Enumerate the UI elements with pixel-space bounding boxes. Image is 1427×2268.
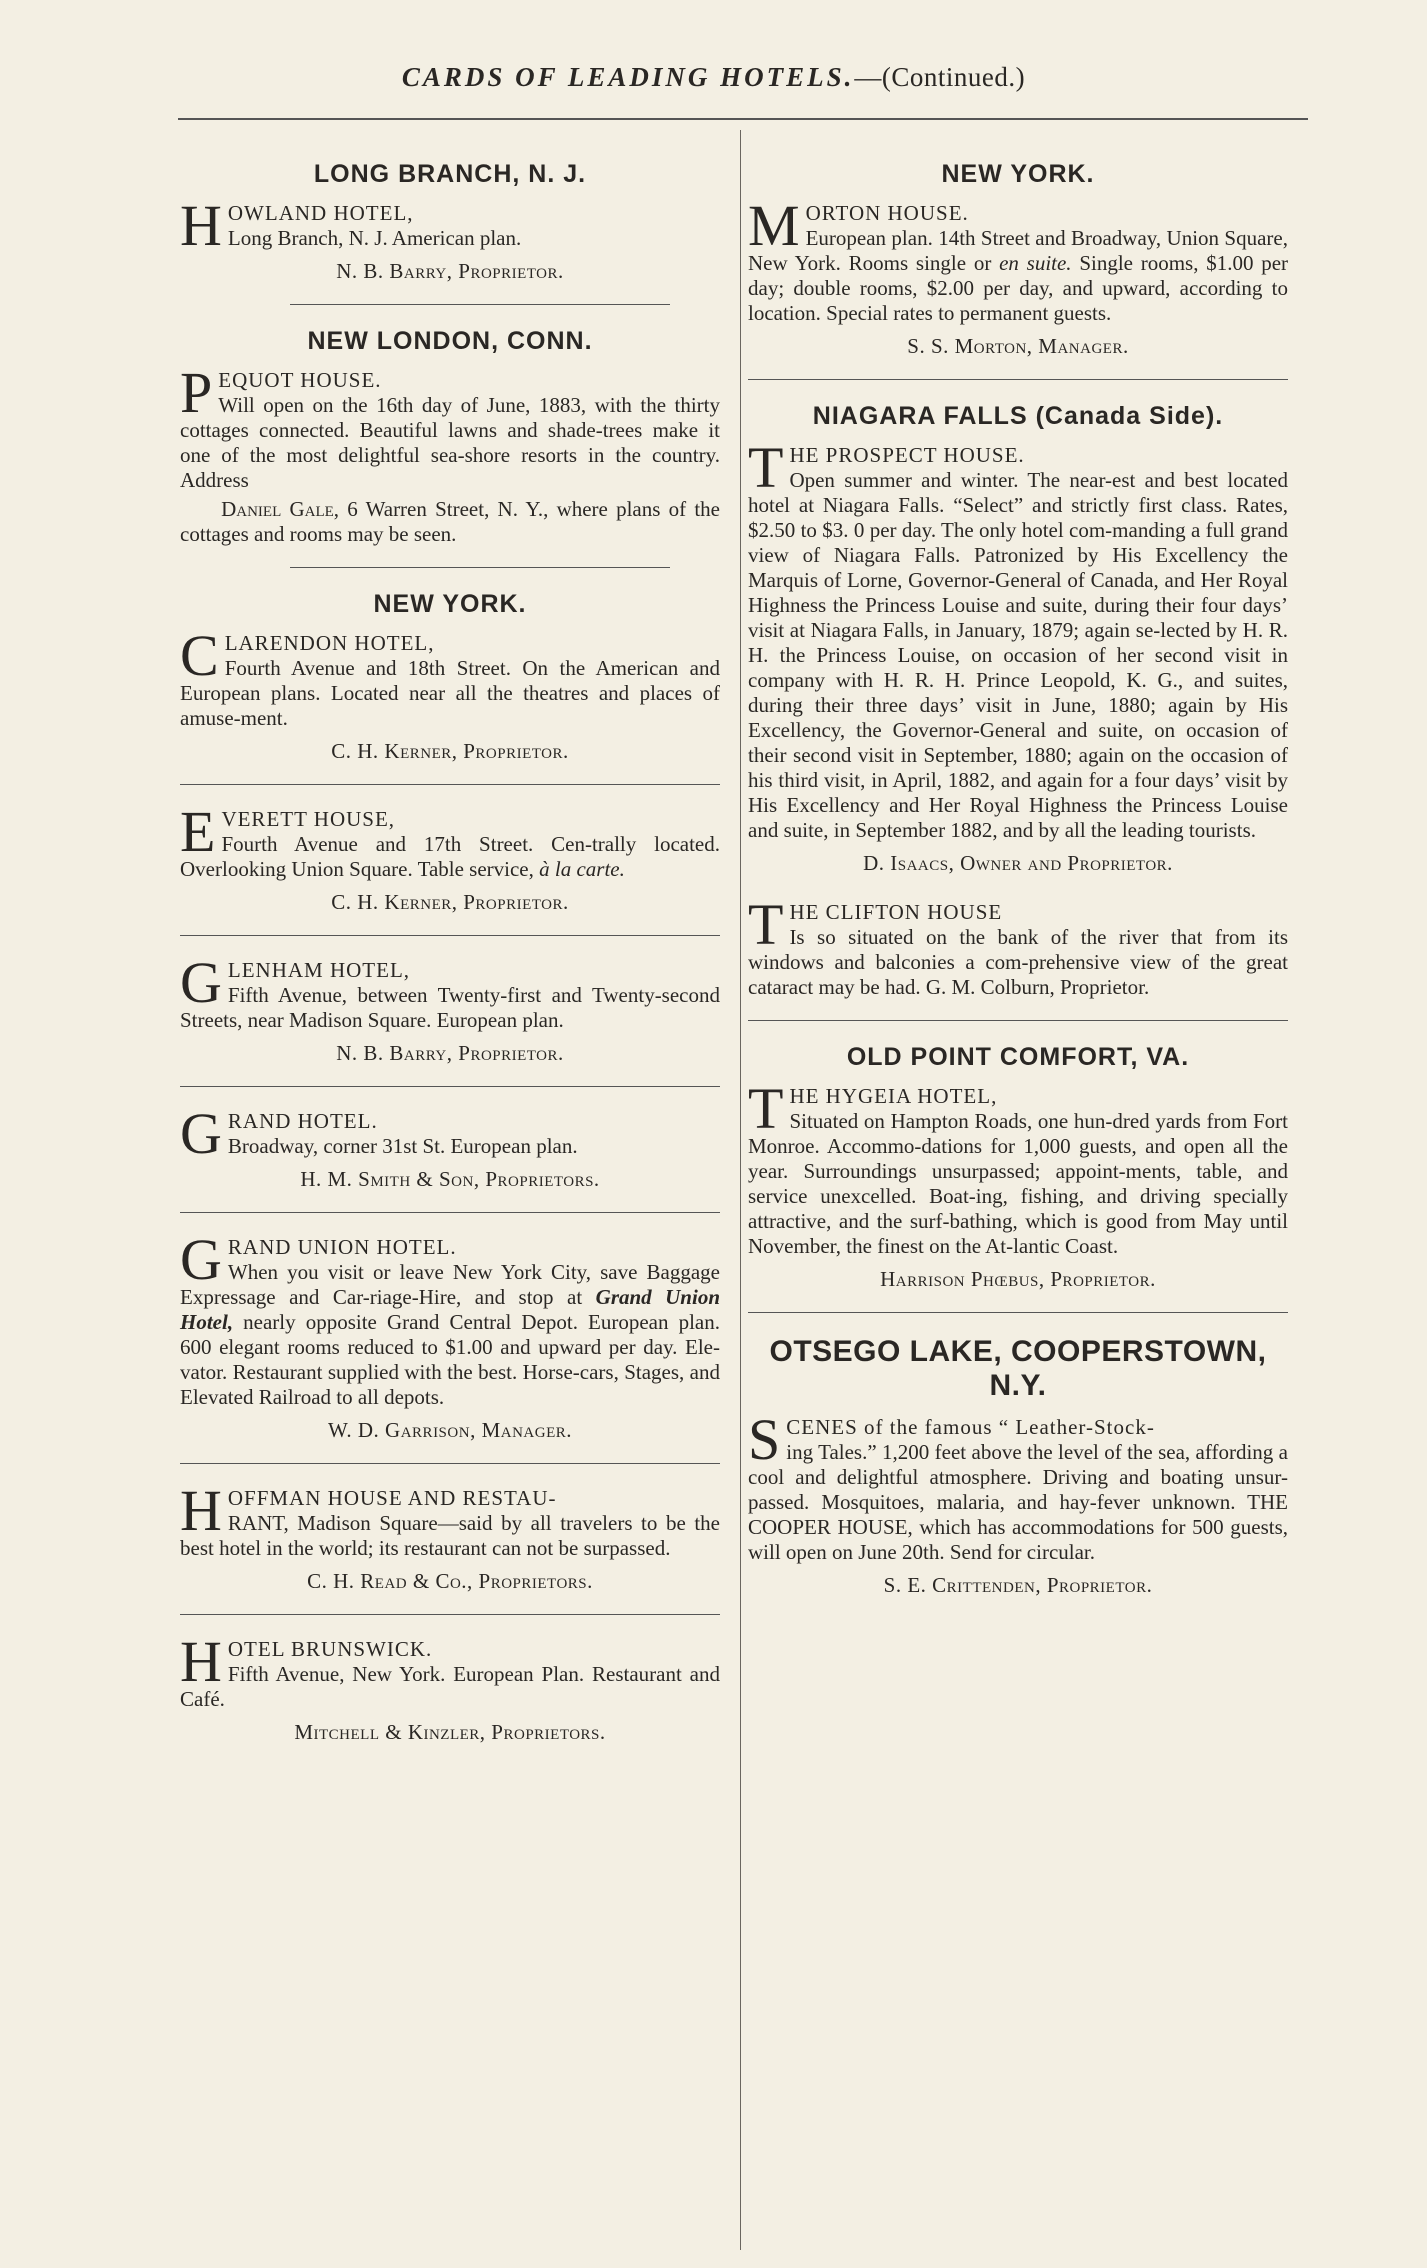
entry-body: RANT, Madison Square—said by all travelers to be the best hotel in the world; its restaurant can not be surpassed. xyxy=(180,1511,720,1560)
entry-body: Situated on Hampton Roads, one hun-dred yards from Fort Monroe. Accommo-dations for 1,000 guests, and open all the year. Surroundings unsurpassed; appoint-ments, table, and service unexcelled. Boat-ing, fishing, and driving specially attractive, and the surf-bathing, which is good from May until November, the finest on the At-lantic Coast. xyxy=(748,1109,1288,1258)
entry-signature: D. Isaacs, Owner and Proprietor. xyxy=(863,851,1173,875)
entry-body: Fifth Avenue, New York. European Plan. Restaurant and Café. xyxy=(180,1662,720,1711)
entry-signature: C. H. Read & Co., Proprietors. xyxy=(307,1569,593,1593)
drop-cap: P xyxy=(180,360,213,425)
entry-body: When you visit or leave New York City, save Baggage Expressage and Car-riage-Hire, and stop at xyxy=(180,1260,720,1309)
short-rule xyxy=(290,567,670,568)
left-column xyxy=(180,150,720,1745)
entry-grand-union-hotel xyxy=(180,1227,720,1443)
rule xyxy=(180,1212,720,1213)
entry-hoffman-house xyxy=(180,1478,720,1594)
drop-cap: G xyxy=(180,1101,222,1166)
rule xyxy=(180,1463,720,1464)
column-divider xyxy=(740,130,741,2250)
entry-hygeia-hotel xyxy=(748,1076,1288,1292)
section-heading-long-branch: LONG BRANCH, N. J. xyxy=(313,160,587,188)
section-heading-niagara-falls: NIAGARA FALLS (Canada Side). xyxy=(812,402,1224,430)
section-heading-otsego-lake: OTSEGO LAKE, COOPERSTOWN, N.Y. xyxy=(769,1335,1267,1402)
entry-grand-hotel xyxy=(180,1101,720,1192)
drop-cap: T xyxy=(748,1076,784,1141)
entry-hotel-brunswick xyxy=(180,1629,720,1745)
section-heading-new-york: NEW YORK. xyxy=(373,590,527,618)
entry-title: LARENDON HOTEL, xyxy=(224,631,435,655)
entry-title: CENES of the famous “ Leather-Stock- xyxy=(786,1415,1155,1439)
entry-title: RAND HOTEL. xyxy=(227,1109,378,1133)
drop-cap: G xyxy=(180,1227,222,1292)
entry-body: Will open on the 16th day of June, 1883, with the thirty cottages connected. Beautiful lawns and shade-trees make it one of the most delightful sea-shore resorts in the country. Address xyxy=(180,393,720,492)
entry-title: VERETT HOUSE, xyxy=(221,807,396,831)
entry-howland-hotel xyxy=(180,193,720,284)
rule xyxy=(180,784,720,785)
entry-prospect-house xyxy=(748,435,1288,876)
rule xyxy=(748,379,1288,380)
entry-signature: N. B. Barry, Proprietor. xyxy=(336,1041,564,1065)
drop-cap: E xyxy=(180,799,216,864)
running-head xyxy=(0,62,1427,93)
drop-cap: H xyxy=(180,1478,222,1543)
entry-body-italic: en suite. xyxy=(999,251,1072,275)
entry-body: Fifth Avenue, between Twenty-first and Twenty-second Streets, near Madison Square. European plan. xyxy=(180,983,720,1032)
entry-title: HE HYGEIA HOTEL, xyxy=(789,1084,998,1108)
entry-title: OWLAND HOTEL, xyxy=(227,201,414,225)
entry-body-italic: Grand Union Hotel, xyxy=(180,1285,720,1334)
entry-signature: Mitchell & Kinzler, Proprietors. xyxy=(294,1720,606,1744)
entry-body: Is so situated on the bank of the river that from its windows and balconies a com-prehensive view of the great cataract may be had. G. M. Colburn, Proprietor. xyxy=(748,925,1288,999)
entry-body: Long Branch, N. J. American plan. xyxy=(227,226,522,250)
entry-glenham-hotel xyxy=(180,950,720,1066)
drop-cap: M xyxy=(748,193,800,258)
drop-cap: H xyxy=(180,1629,222,1694)
drop-cap: T xyxy=(748,435,784,500)
entry-otsego-lake xyxy=(748,1407,1288,1598)
rule xyxy=(748,1312,1288,1313)
entry-signature: S. S. Morton, Manager. xyxy=(907,334,1129,358)
entry-signature: S. E. Crittenden, Proprietor. xyxy=(883,1573,1153,1597)
entry-title: HE PROSPECT HOUSE. xyxy=(789,443,1025,467)
drop-cap: T xyxy=(748,892,784,957)
entry-pequot-house xyxy=(180,360,720,547)
entry-everett-house xyxy=(180,799,720,915)
entry-body: Open summer and winter. The near-est and best located hotel at Niagara Falls. “Select” and strictly first class. Rates, $2.50 to $3. 0 per day. The only hotel com-manding a full grand view of Niagara Falls. Patronized by His Excellency the Marquis of Lorne, Governor-General of Canada, and Her Royal Highness the Princess Louise and suite, during their four days’ visit at Niagara Falls, in January, 1879; again se-lected by H. R. H. the Princess Louise, on occasion of her second visit in company with H. R. H. Prince Leopold, K. G., and suites, during their three days’ visit in June, 1880; again by His Excellency, the Governor-General and suite, on occasion of their second visit in September, 1880; again on the occasion of his third visit, in April, 1882, and again for a four days’ visit by His Excellency and Her Royal Highness the Princess Louise and suite, in September 1882, and by all the leading tourists. xyxy=(748,468,1288,842)
right-column xyxy=(748,150,1288,1598)
entry-signature-address: 6 Warren Street, N. Y., where plans of the cottages and rooms may be seen. xyxy=(180,497,720,546)
entry-signature: N. B. Barry, Proprietor. xyxy=(336,259,564,283)
entry-signature: Harrison Phœbus, Proprietor. xyxy=(880,1267,1156,1291)
drop-cap: H xyxy=(180,193,222,258)
entry-morton-house xyxy=(748,193,1289,359)
entry-title: OFFMAN HOUSE AND RESTAU- xyxy=(227,1486,557,1510)
entry-clifton-house xyxy=(748,892,1288,1000)
header-continued: —(Continued.) xyxy=(854,62,1026,92)
entry-title: HE CLIFTON HOUSE xyxy=(789,900,1003,924)
spacer xyxy=(748,876,1288,900)
entry-signature: C. H. Kerner, Proprietor. xyxy=(331,890,569,914)
section-heading-old-point-comfort: OLD POINT COMFORT, VA. xyxy=(846,1043,1190,1071)
drop-cap: G xyxy=(180,950,222,1015)
entry-body-continued: Single rooms, $1.00 per day; double rooms, $2.00 per day, and upward, according to location. Special rates to permanent guests. xyxy=(748,251,1289,325)
entry-body: ing Tales.” 1,200 feet above the level of the sea, affording a cool and delightful atmosphere. Driving and boating unsur-passed. Mosquitoes, malaria, and hay-fever unknown. THE COOPER HOUSE, which has accommodations for 500 guests, will open on June 20th. Send for circular. xyxy=(748,1440,1288,1564)
entry-body: Fourth Avenue and 17th Street. Cen-trally located. Overlooking Union Square. Table service, xyxy=(180,832,720,881)
entry-title: LENHAM HOTEL, xyxy=(227,958,411,982)
entry-title: RAND UNION HOTEL. xyxy=(227,1235,457,1259)
drop-cap: S xyxy=(748,1407,781,1472)
section-heading-new-london: NEW LONDON, CONN. xyxy=(307,327,593,355)
short-rule xyxy=(290,304,670,305)
entry-clarendon-hotel xyxy=(180,623,720,764)
entry-signature: C. H. Kerner, Proprietor. xyxy=(331,739,569,763)
section-heading-new-york: NEW YORK. xyxy=(941,160,1095,188)
entry-body-continued: nearly opposite Grand Central Depot. European plan. 600 elegant rooms reduced to $1.00 and upward per day. Ele-vator. Restaurant supplied with the best. Horse-cars, Stages, and Elevated Railroad to all depots. xyxy=(180,1310,720,1409)
entry-body-italic: à la carte. xyxy=(539,857,625,881)
header-title: CARDS OF LEADING HOTELS. xyxy=(401,62,855,92)
entry-title: ORTON HOUSE. xyxy=(805,201,969,225)
entry-body: Broadway, corner 31st St. European plan. xyxy=(227,1134,578,1158)
rule xyxy=(180,1086,720,1087)
rule xyxy=(180,1614,720,1615)
entry-title: OTEL BRUNSWICK. xyxy=(227,1637,433,1661)
entry-signature: H. M. Smith & Son, Proprietors. xyxy=(300,1167,600,1191)
entry-body: European plan. 14th Street and Broadway, Union Square, New York. Rooms single or xyxy=(748,226,1288,275)
entry-title: EQUOT HOUSE. xyxy=(218,368,382,392)
top-rule xyxy=(178,118,1308,120)
entry-signature: W. D. Garrison, Manager. xyxy=(328,1418,572,1442)
entry-signature-name: Daniel Gale, xyxy=(221,497,340,521)
entry-body: Fourth Avenue and 18th Street. On the American and European plans. Located near all the theatres and places of amuse-ment. xyxy=(180,656,720,730)
rule xyxy=(748,1020,1288,1021)
drop-cap: C xyxy=(180,623,219,688)
rule xyxy=(180,935,720,936)
